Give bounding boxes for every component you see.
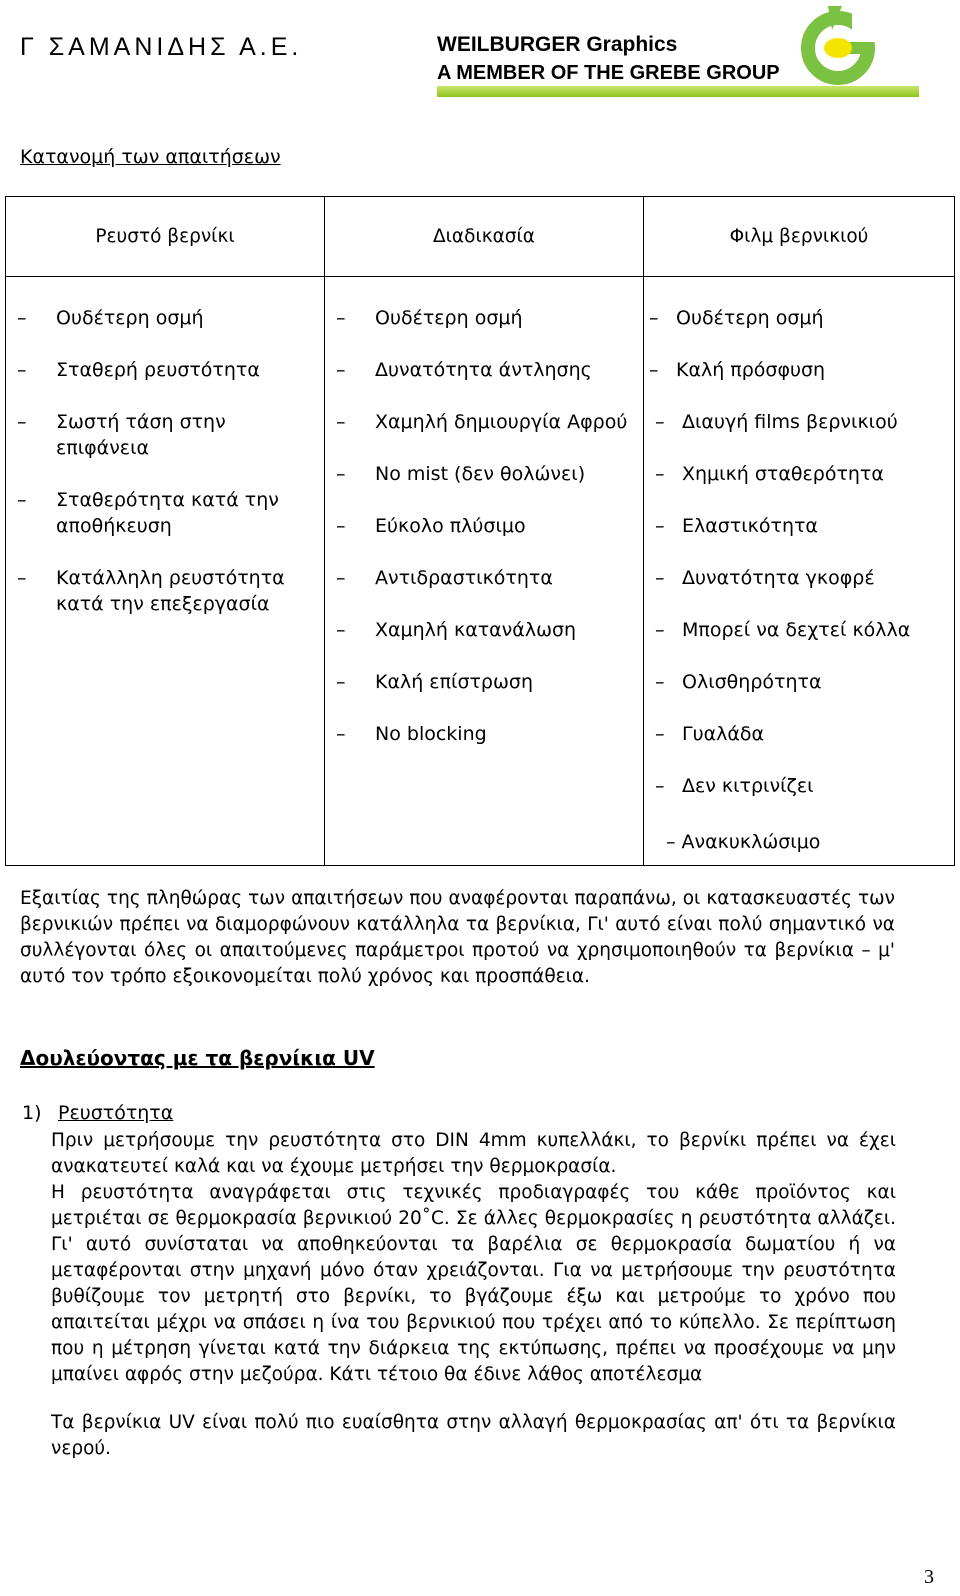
list-item: – Σταθερή ρευστότητα: [6, 357, 324, 383]
table-header-varnish-film: Φιλμ βερνικιού: [644, 197, 955, 277]
list-item: – Χαμηλή δημιουργία Αφρού: [325, 409, 643, 435]
list-item: – Εύκολο πλύσιμο: [325, 513, 643, 539]
list-item: – Δεν κιτρινίζει: [644, 773, 954, 799]
list-item: – Κατάλληλη ρευστότητα κατά την επεξεργασία: [6, 565, 324, 617]
list-item: – Χαμηλή κατανάλωση: [325, 617, 643, 643]
item-title: Ρευστότητα: [58, 1102, 174, 1124]
requirements-table: [5, 196, 955, 866]
list-item: – Δυνατότητα άντλησης: [325, 357, 643, 383]
intro-paragraph: Εξαιτίας της πληθώρας των απαιτήσεων που αναφέρονται παραπάνω, οι κατασκευαστές των βερνικιών πρέπει να διαμορφώνουν κατάλληλα τα βερνίκια, Γι' αυτό είναι πολύ σημαντικό να συλλέγονται όλες οι απαιτούμενες παράμετροι προτού να χρησιμοποιηθούν τα βερνίκια – μ' αυτό τον τρόπο εξοικονομείται πολύ χρόνος και προσπάθεια.: [20, 888, 895, 987]
table-column-liquid-varnish: [6, 277, 325, 866]
list-item: – No mist (δεν θολώνει): [325, 461, 643, 487]
page-header: [0, 0, 960, 100]
list-item: – Αντιδραστικότητα: [325, 565, 643, 591]
company-logo-icon: [798, 4, 876, 86]
paragraph: Τα βερνίκια UV είναι πολύ πιο ευαίσθητα στην αλλαγή θερμοκρασίας απ' ότι τα βερνίκια νερού.: [51, 1412, 896, 1459]
list-item: – Ολισθηρότητα: [644, 669, 954, 695]
paragraph: Πριν μετρήσουμε την ρευστότητα στο DIN 4mm κυπελλάκι, το βερνίκι πρέπει να έχει ανακατευτεί καλά και να έχουμε μετρήσει την θερμοκρασία.: [51, 1130, 896, 1177]
item-number: 1): [22, 1102, 42, 1124]
list-item: – Μπορεί να δεχτεί κόλλα: [644, 617, 954, 643]
list-item-label: Ανακυκλώσιμο: [681, 831, 821, 853]
list-item: – Δυνατότητα γκοφρέ: [644, 565, 954, 591]
list-item: – Σταθερότητα κατά την αποθήκευση: [6, 487, 324, 539]
dash-mark: –: [666, 831, 682, 853]
list-item: – Διαυγή films βερνικιού: [644, 409, 954, 435]
list-item: – Ουδέτερη οσμή: [325, 305, 643, 331]
list-item: – Γυαλάδα: [644, 721, 954, 747]
partner-name: WEILBURGER Graphics: [437, 33, 678, 56]
table-column-process: [325, 277, 644, 866]
list-item: – Καλή πρόσφυση: [644, 357, 954, 383]
heading-uv: Δουλεύοντας με τα βερνίκια UV: [20, 1046, 375, 1070]
list-item: – Ουδέτερη οσμή: [644, 305, 954, 331]
table-column-varnish-film: [644, 277, 955, 866]
paragraph: Η ρευστότητα αναγράφεται στις τεχνικές προδιαγραφές του κάθε προϊόντος και μετριέται σε θερμοκρασία βερνικιού 20˚C. Σε άλλες θερμοκρασίες η ρευστότητα αλλάζει. Γι' αυτό συνίσταται να αποθηκεύονται τα βαρέλια σε θερμοκρασία δωματίου ή να μεταφέρονται στην μηχανή μόνο όταν χρειάζονται. Για να μετρήσουμε την ρευστότητα βυθίζουμε τον μετρητή στο βερνίκι, το βγάζουμε έξω και μετρούμε το χρόνο που απαιτείται μέχρι να σπάσει η ίνα του βερνικιού που τρέχει από το κύπελλο. Σε περίπτωση που η μέτρηση γίνεται κατά την διάρκεια της εκτύπωσης, πρέπει να προσέχουμε να μην μπαίνει αφρός στην μεζούρα. Κάτι τέτοιο θα έδινε λάθος αποτέλεσμα: [51, 1182, 896, 1385]
table-header-process: Διαδικασία: [325, 197, 644, 277]
company-name: Γ ΣΑΜΑΝΙΔΗΣ Α.Ε.: [20, 33, 303, 61]
page-number: 3: [924, 1566, 934, 1588]
table-header-liquid-varnish: Ρευστό βερνίκι: [6, 197, 325, 277]
section-title: Κατανομή των απαιτήσεων: [20, 146, 281, 168]
list-item: – Σωστή τάση στην επιφάνεια: [6, 409, 324, 461]
header-green-bar: [437, 86, 919, 97]
list-item: – Ουδέτερη οσμή: [6, 305, 324, 331]
list-item-recyclable: [666, 831, 820, 853]
list-item: – Χημική σταθερότητα: [644, 461, 954, 487]
partner-group: A MEMBER OF THE GREBE GROUP: [437, 62, 780, 84]
list-item: – Καλή επίστρωση: [325, 669, 643, 695]
list-item: – No blocking: [325, 721, 643, 747]
list-item: – Ελαστικότητα: [644, 513, 954, 539]
